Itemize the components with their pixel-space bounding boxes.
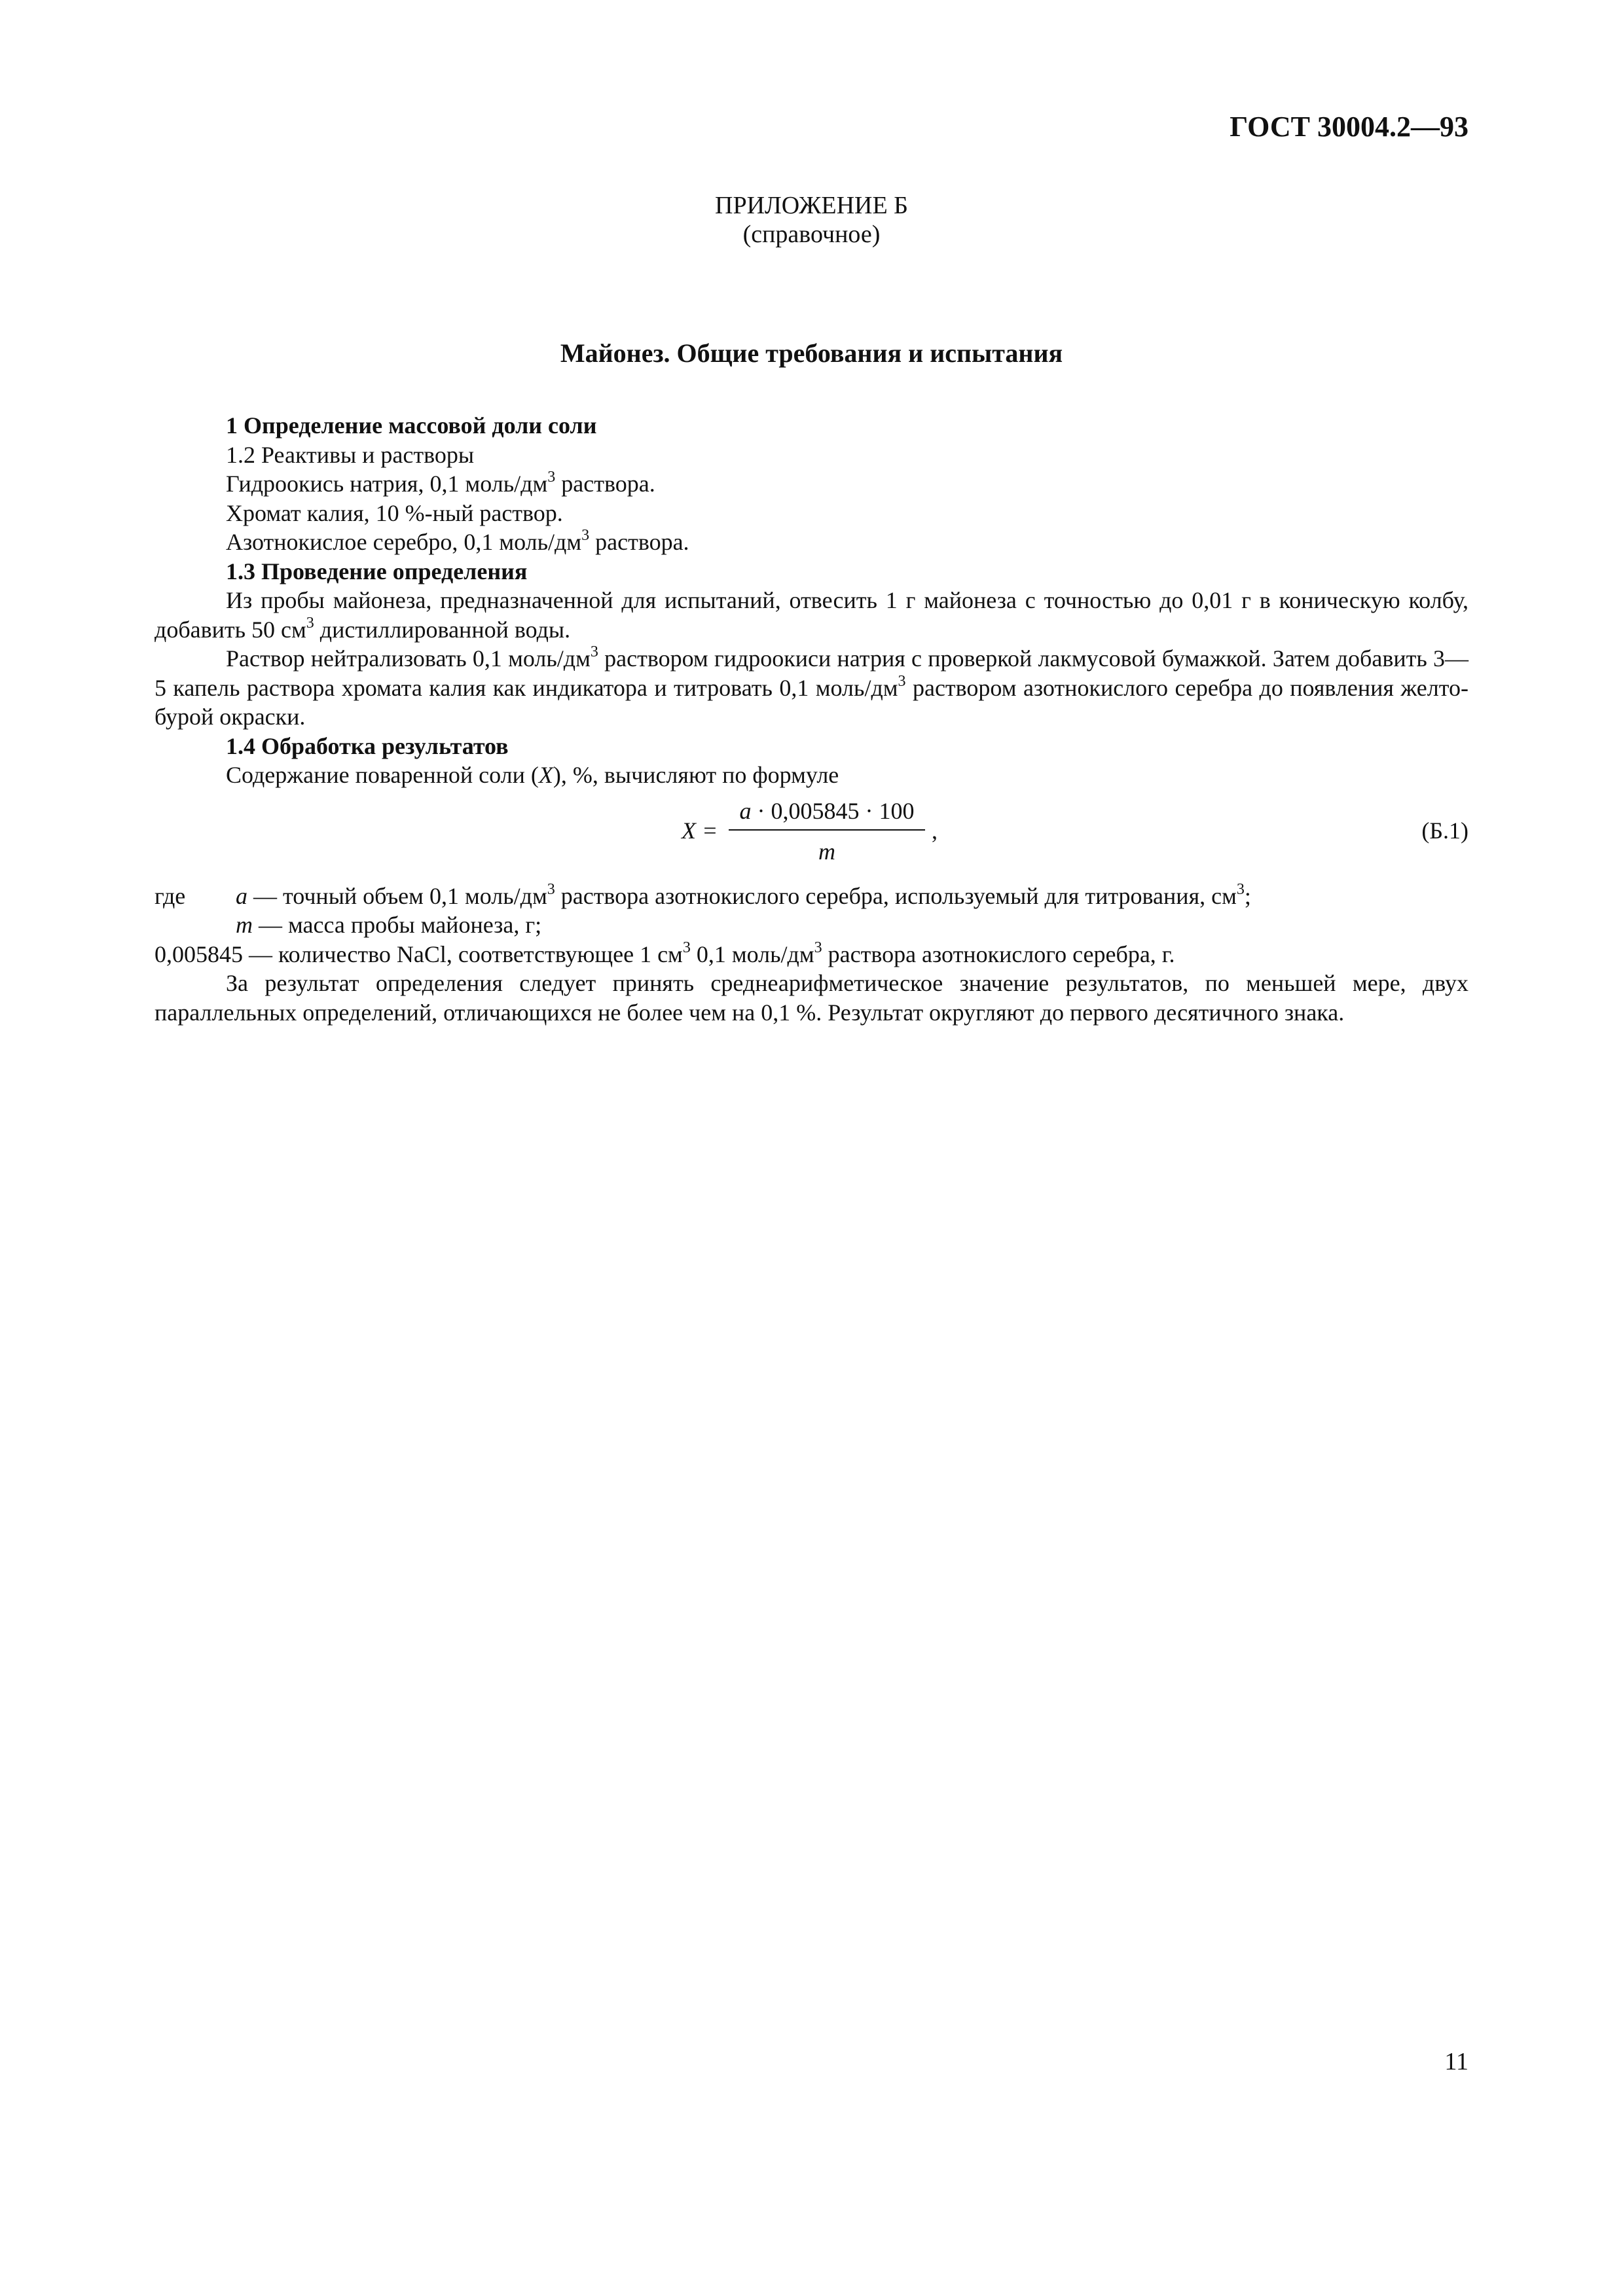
formula-numerator: a · 0,005845 · 100 [739,797,915,824]
reagent-silver-nitrate: Азотнокислое серебро, 0,1 моль/$дм^3$ раствора. [226,527,689,555]
section-1-4-heading: 1.4 Обработка результатов [226,732,509,759]
procedure-paragraph-2: Раствор нейтрализовать 0,1 моль/$дм^3$ раствором гидроокиси натрия с проверкой лакмусовой бумажкой. Затем добавить 3—5 капель раствора хромата калия как индикатора и титровать 0,1 моль/$дм^3$ раствором азотнокислого серебра до появления желто-бурой окраски. [155,643,1468,730]
formula-intro: Содержание поваренной соли (X), %, вычисляют по формуле [226,762,839,788]
section-1-3-heading: 1.3 Проведение определения [226,558,528,584]
procedure-paragraph-1: Из пробы майонеза, предназначенной для испытаний, отвесить 1 г майонеза с точностью до 0,01 г в коническую колбу, добавить 50 $см^3$ дистиллированной воды. [155,587,1468,643]
formula-block [155,797,1468,874]
document-title: Майонез. Общие требования и испытания [560,338,1063,368]
standard-code: ГОСТ 30004.2—93 [1230,111,1468,143]
formula-lhs: X = [682,817,718,844]
reagent-potassium-chromate: Хромат калия, 10 %-ный раствор. [226,499,563,526]
definition-a [155,882,1468,911]
section-1-heading: 1 Определение массовой доли соли [226,412,597,439]
definition-m: m — масса пробы майонеза, г; [236,912,542,938]
annex-status: (справочное) [742,221,881,248]
closing-paragraph: За результат определения следует принять среднеарифметическое значение результатов, по меньшей мере, двух параллельных определений, отличающихся не более чем на 0,1 %. Результат округляют до первого десятичного знака. [155,970,1468,1026]
fraction-bar [729,829,925,831]
section-1-2-heading: 1.2 Реактивы и растворы [226,441,475,468]
where-label: где [155,882,186,909]
formula-number: (Б.1) [1421,817,1468,844]
definition-coefficient: 0,005845 — количество NaCl, соответствующее 1 $см^3$ 0,1 моль/$дм^3$ раствора азотнокислого серебра, г. [155,939,1175,967]
annex-title: ПРИЛОЖЕНИЕ Б [715,192,908,219]
definition-a-text: a — точный объем 0,1 моль/$дм^3$ раствора азотнокислого серебра, используемый для титрования, $см^3$; [236,880,1251,909]
document-body [155,411,1468,1027]
formula-comma: , [932,817,938,844]
formula-fraction [729,797,925,867]
page-number: 11 [1444,2048,1468,2075]
formula-denominator: m [818,838,835,865]
reagent-sodium-hydroxide: Гидроокись натрия, 0,1 моль/$дм^3$ раствора. [226,469,655,497]
